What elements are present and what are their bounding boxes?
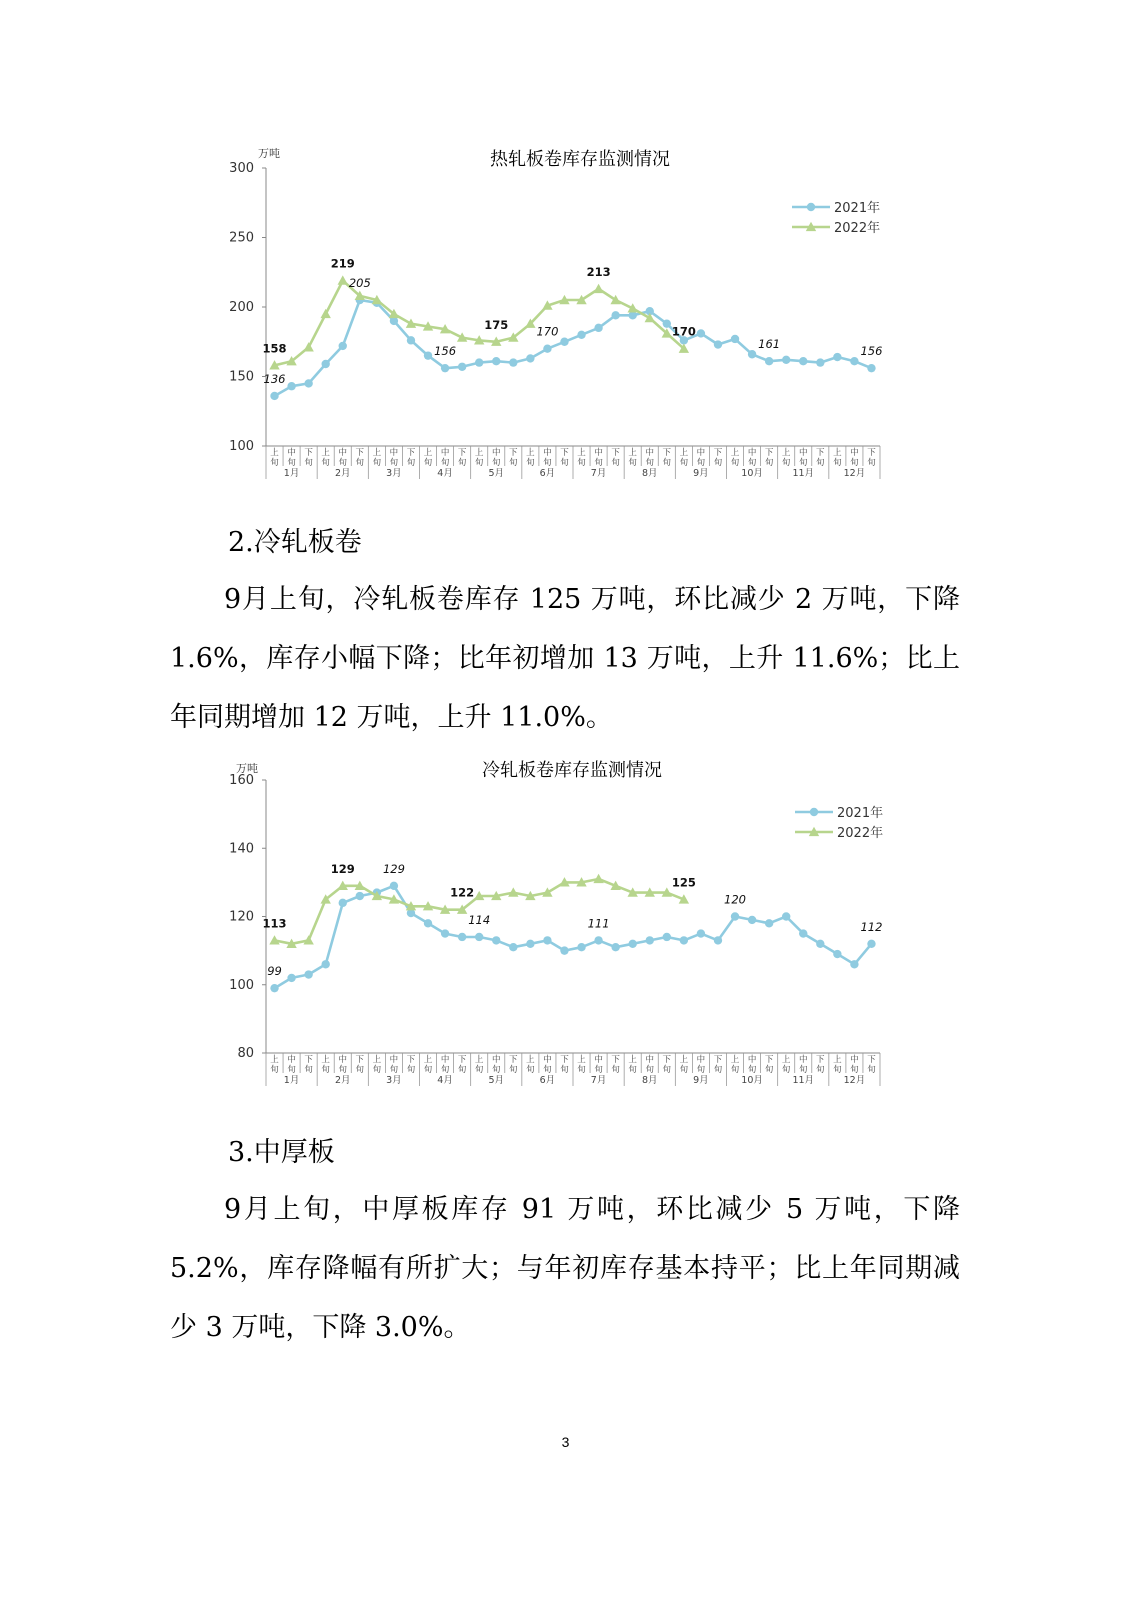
section-heading-medium-plate: 3.中厚板 (228, 1137, 335, 1168)
month-label: 10月 (741, 1075, 763, 1086)
x-tick-label-bottom: 旬 (389, 1065, 399, 1075)
data-point-marker (782, 356, 790, 364)
x-tick-label-top: 下 (560, 448, 569, 458)
month-label: 9月 (693, 1075, 709, 1086)
x-tick-label-top: 下 (406, 1055, 416, 1065)
data-label: 136 (263, 371, 286, 386)
x-tick-label-bottom: 旬 (850, 458, 859, 468)
month-label: 6月 (539, 1075, 556, 1086)
x-tick-label-top: 上 (833, 1055, 842, 1065)
hot-rolled-inventory-chart (0, 0, 1131, 500)
x-tick-label-top: 上 (781, 1055, 791, 1065)
month-label: 5月 (488, 1075, 505, 1086)
x-tick-label-bottom: 旬 (781, 458, 791, 468)
data-point-marker (714, 340, 722, 348)
y-tick-label: 140 (229, 841, 254, 857)
x-tick-label-bottom: 旬 (662, 1065, 672, 1075)
data-point-marker (867, 940, 875, 948)
x-tick-label-bottom: 旬 (730, 1065, 740, 1075)
x-tick-label-bottom: 旬 (816, 1065, 825, 1075)
data-point-marker (628, 940, 636, 948)
data-point-marker (799, 929, 807, 937)
data-point-marker (424, 919, 432, 927)
data-point-marker (270, 392, 278, 400)
data-label: 156 (860, 344, 883, 359)
y-tick-label: 250 (229, 230, 254, 246)
x-tick-label-bottom: 旬 (577, 458, 586, 468)
x-tick-label-bottom: 旬 (321, 458, 330, 468)
y-tick-label: 150 (229, 369, 254, 385)
data-point-marker (799, 357, 807, 365)
x-tick-label-top: 上 (679, 448, 689, 458)
x-tick-label-top: 上 (423, 448, 433, 458)
x-tick-label-bottom: 旬 (491, 1065, 501, 1075)
month-label: 2月 (334, 468, 351, 479)
x-tick-label-bottom: 旬 (355, 1065, 365, 1075)
x-tick-label-bottom: 旬 (850, 1065, 859, 1075)
x-tick-label-top: 中 (543, 448, 552, 458)
data-point-marker (321, 360, 329, 368)
x-tick-label-top: 下 (764, 1055, 774, 1065)
data-point-marker (441, 929, 449, 937)
x-tick-label-top: 下 (816, 448, 825, 458)
x-tick-label-top: 上 (730, 448, 740, 458)
x-tick-label-bottom: 旬 (406, 458, 416, 468)
x-tick-label-bottom: 旬 (833, 458, 842, 468)
data-point-marker (560, 338, 568, 346)
data-point-marker (475, 933, 483, 941)
data-point-marker (577, 943, 585, 951)
x-tick-label-bottom: 旬 (543, 1065, 552, 1075)
x-tick-label-top: 中 (594, 1055, 603, 1065)
x-tick-label-top: 下 (662, 1055, 672, 1065)
x-tick-label-top: 上 (577, 448, 586, 458)
x-tick-label-bottom: 旬 (304, 1065, 313, 1075)
data-label: 111 (587, 916, 610, 931)
data-label: 175 (484, 317, 509, 332)
x-tick-label-bottom: 旬 (406, 1065, 416, 1075)
y-axis-unit: 万吨 (236, 762, 258, 775)
x-tick-label-bottom: 旬 (713, 1065, 723, 1075)
x-tick-label-bottom: 旬 (747, 1065, 757, 1075)
data-point-marker (492, 357, 500, 365)
x-tick-label-bottom: 旬 (372, 1065, 382, 1075)
x-tick-label-top: 上 (372, 1055, 382, 1065)
data-label: 129 (330, 861, 355, 876)
data-point-marker (577, 331, 585, 339)
month-label: 4月 (437, 1075, 453, 1086)
x-tick-label-top: 中 (440, 1055, 450, 1065)
y-tick-label: 80 (237, 1046, 254, 1061)
month-label: 12月 (843, 468, 866, 479)
month-label: 4月 (437, 468, 453, 479)
x-tick-label-top: 中 (850, 1055, 859, 1065)
x-tick-label-bottom: 旬 (304, 458, 313, 468)
data-point-marker (714, 936, 722, 944)
data-point-marker (646, 936, 654, 944)
x-tick-label-bottom: 旬 (696, 1065, 706, 1075)
x-tick-label-bottom: 旬 (509, 1065, 518, 1075)
x-tick-label-bottom: 旬 (628, 1065, 637, 1075)
legend-label: 2022年 (834, 221, 881, 236)
data-point-marker (697, 929, 705, 937)
x-tick-label-bottom: 旬 (440, 1065, 450, 1075)
data-point-marker (731, 335, 739, 343)
x-tick-label-bottom: 旬 (816, 458, 825, 468)
x-tick-label-bottom: 旬 (440, 458, 450, 468)
x-tick-label-bottom: 旬 (679, 458, 689, 468)
month-label: 5月 (488, 468, 505, 479)
x-tick-label-top: 中 (850, 448, 859, 458)
y-tick-label: 120 (229, 909, 254, 925)
x-tick-label-top: 下 (457, 448, 467, 458)
x-tick-label-top: 中 (645, 448, 655, 458)
data-point-marker (663, 319, 671, 327)
section-paragraph-medium-plate: 9月上旬，中厚板库存 91 万吨，环比减少 5 万吨，下降 5.2%，库存降幅有所扩大；与年初库存基本持平；比上年同期减少 3 万吨，下降 3.0%。 (170, 1194, 960, 1343)
x-tick-label-top: 上 (628, 1055, 637, 1065)
x-tick-label-bottom: 旬 (577, 1065, 586, 1075)
data-point-marker (816, 358, 824, 366)
x-tick-label-bottom: 旬 (338, 1065, 348, 1075)
x-tick-label-bottom: 旬 (798, 1065, 808, 1075)
x-tick-label-bottom: 旬 (560, 458, 569, 468)
month-label: 12月 (843, 1075, 866, 1086)
x-tick-label-top: 下 (355, 1055, 365, 1065)
x-tick-label-bottom: 旬 (389, 458, 399, 468)
x-tick-label-top: 中 (389, 448, 399, 458)
legend-label: 2022年 (837, 826, 884, 841)
x-tick-label-bottom: 旬 (509, 458, 518, 468)
x-tick-label-top: 上 (270, 1055, 279, 1065)
x-tick-label-top: 中 (645, 1055, 655, 1065)
data-point-marker (697, 329, 705, 337)
x-tick-label-top: 上 (321, 1055, 330, 1065)
x-tick-label-bottom: 旬 (781, 1065, 791, 1075)
data-point-marker (543, 345, 551, 353)
data-label: 114 (468, 912, 491, 927)
data-label: 205 (348, 276, 371, 291)
x-tick-label-bottom: 旬 (287, 1065, 296, 1075)
x-tick-label-bottom: 旬 (560, 1065, 569, 1075)
x-tick-label-top: 中 (338, 448, 348, 458)
x-tick-label-bottom: 旬 (594, 458, 603, 468)
data-point-marker (407, 336, 415, 344)
data-point-marker (287, 382, 295, 390)
data-point-marker (526, 354, 534, 362)
month-label: 2月 (334, 1075, 351, 1086)
month-label: 7月 (590, 1075, 607, 1086)
series-line-1 (275, 300, 872, 396)
x-tick-label-bottom: 旬 (526, 1065, 535, 1075)
legend-swatch-marker (810, 808, 818, 816)
x-tick-label-bottom: 旬 (679, 1065, 689, 1075)
x-tick-label-top: 上 (270, 448, 279, 458)
data-point-marker (287, 974, 295, 982)
data-point-marker (611, 943, 619, 951)
chart-title: 冷轧板卷库存监测情况 (482, 760, 662, 781)
x-tick-label-top: 上 (781, 448, 791, 458)
x-tick-label-bottom: 旬 (867, 458, 876, 468)
x-tick-label-top: 下 (764, 448, 774, 458)
x-tick-label-bottom: 旬 (423, 1065, 433, 1075)
data-point-marker (424, 351, 432, 359)
x-tick-label-top: 下 (509, 1055, 518, 1065)
x-tick-label-bottom: 旬 (526, 458, 535, 468)
x-tick-label-bottom: 旬 (287, 458, 296, 468)
x-tick-label-top: 下 (509, 448, 518, 458)
x-tick-label-bottom: 旬 (645, 458, 655, 468)
data-point-marker (748, 916, 756, 924)
data-point-marker (458, 933, 466, 941)
x-tick-label-bottom: 旬 (491, 458, 501, 468)
x-tick-label-top: 上 (526, 448, 535, 458)
data-label: 120 (724, 892, 747, 907)
data-point-marker (833, 950, 841, 958)
data-point-marker (850, 960, 858, 968)
data-point-marker (833, 353, 841, 361)
x-tick-label-top: 下 (713, 1055, 723, 1065)
data-point-marker (270, 984, 278, 992)
data-point-marker (356, 892, 364, 900)
page-number: 3 (561, 1434, 570, 1450)
y-tick-label: 100 (229, 977, 254, 993)
y-tick-label: 160 (229, 773, 254, 788)
x-tick-label-top: 上 (372, 448, 382, 458)
x-tick-label-top: 上 (474, 1055, 484, 1065)
x-tick-label-bottom: 旬 (833, 1065, 842, 1075)
month-label: 9月 (693, 468, 709, 479)
x-tick-label-top: 下 (816, 1055, 825, 1065)
x-tick-label-top: 中 (696, 1055, 706, 1065)
x-tick-label-bottom: 旬 (867, 1065, 876, 1075)
x-tick-label-top: 上 (628, 448, 637, 458)
data-point-marker (339, 342, 347, 350)
data-point-marker (441, 364, 449, 372)
data-point-marker (320, 309, 330, 318)
x-tick-label-top: 下 (560, 1055, 569, 1065)
x-tick-label-top: 下 (304, 1055, 313, 1065)
x-tick-label-top: 中 (338, 1055, 348, 1065)
data-point-marker (731, 912, 739, 920)
data-point-marker (492, 936, 500, 944)
data-point-marker (663, 933, 671, 941)
x-tick-label-top: 上 (833, 448, 842, 458)
month-label: 1月 (283, 1075, 300, 1086)
x-tick-label-top: 上 (730, 1055, 740, 1065)
x-tick-label-bottom: 旬 (474, 1065, 484, 1075)
x-tick-label-top: 下 (406, 448, 416, 458)
x-tick-label-bottom: 旬 (611, 1065, 620, 1075)
x-tick-label-bottom: 旬 (764, 458, 774, 468)
month-label: 7月 (590, 468, 607, 479)
data-point-marker (338, 275, 348, 284)
month-label: 10月 (741, 468, 763, 479)
data-point-marker (593, 284, 603, 293)
data-label: 156 (434, 344, 457, 359)
data-point-marker (390, 882, 398, 890)
data-label: 158 (262, 341, 287, 356)
x-tick-label-bottom: 旬 (662, 458, 672, 468)
y-tick-label: 200 (229, 300, 254, 315)
x-tick-label-top: 上 (474, 448, 484, 458)
data-label: 161 (758, 337, 781, 352)
data-label: 99 (267, 964, 282, 979)
x-tick-label-top: 下 (611, 448, 620, 458)
x-tick-label-top: 上 (526, 1055, 535, 1065)
cold-rolled-inventory-chart (0, 600, 1131, 1100)
x-tick-label-bottom: 旬 (798, 458, 808, 468)
legend-label: 2021年 (837, 806, 884, 821)
chart-title: 热轧板卷库存监测情况 (490, 149, 670, 170)
x-tick-label-top: 上 (679, 1055, 689, 1065)
x-tick-label-bottom: 旬 (338, 458, 348, 468)
x-tick-label-bottom: 旬 (270, 1065, 279, 1075)
data-label: 122 (450, 885, 475, 900)
section-heading-cold-rolled: 2.冷轧板卷 (228, 527, 362, 558)
x-tick-label-top: 中 (440, 448, 450, 458)
x-tick-label-bottom: 旬 (423, 458, 433, 468)
x-tick-label-top: 中 (389, 1055, 399, 1065)
x-tick-label-bottom: 旬 (730, 458, 740, 468)
x-tick-label-bottom: 旬 (457, 458, 467, 468)
data-point-marker (748, 350, 756, 358)
x-tick-label-top: 下 (304, 448, 313, 458)
data-label: 219 (330, 256, 355, 271)
legend-swatch-marker (807, 203, 815, 211)
x-tick-label-top: 中 (543, 1055, 552, 1065)
x-tick-label-bottom: 旬 (270, 458, 279, 468)
data-point-marker (560, 946, 568, 954)
x-tick-label-top: 下 (867, 1055, 876, 1065)
x-tick-label-top: 中 (798, 1055, 808, 1065)
x-tick-label-bottom: 旬 (355, 458, 365, 468)
x-tick-label-top: 上 (321, 448, 330, 458)
x-tick-label-top: 中 (747, 448, 757, 458)
data-label: 213 (586, 264, 611, 279)
data-point-marker (543, 936, 551, 944)
data-point-marker (304, 379, 312, 387)
data-point-marker (509, 943, 517, 951)
x-tick-label-top: 中 (747, 1055, 757, 1065)
series-line-1 (275, 886, 872, 988)
data-label: 125 (671, 875, 696, 890)
x-tick-label-top: 下 (611, 1055, 620, 1065)
x-tick-label-bottom: 旬 (457, 1065, 467, 1075)
x-tick-label-top: 上 (577, 1055, 586, 1065)
y-axis-unit: 万吨 (258, 147, 280, 160)
data-point-marker (765, 357, 773, 365)
x-tick-label-top: 下 (867, 448, 876, 458)
x-tick-label-bottom: 旬 (321, 1065, 330, 1075)
data-point-marker (339, 899, 347, 907)
month-label: 3月 (386, 1075, 402, 1086)
x-tick-label-top: 中 (491, 1055, 501, 1065)
x-tick-label-bottom: 旬 (713, 458, 723, 468)
x-tick-label-bottom: 旬 (611, 458, 620, 468)
x-tick-label-top: 中 (491, 448, 501, 458)
x-tick-label-top: 中 (798, 448, 808, 458)
x-tick-label-top: 中 (696, 448, 706, 458)
x-tick-label-top: 中 (594, 448, 603, 458)
month-label: 3月 (386, 468, 402, 479)
section-paragraph-cold-rolled: 9月上旬，冷轧板卷库存 125 万吨，环比减少 2 万吨，下降 1.6%，库存小幅下降；比年初增加 13 万吨，上升 11.6%；比上年同期增加 12 万吨，上升 11.0%。 (170, 584, 960, 733)
x-tick-label-bottom: 旬 (543, 458, 552, 468)
x-tick-label-top: 下 (662, 448, 672, 458)
x-tick-label-bottom: 旬 (594, 1065, 603, 1075)
data-point-marker (321, 960, 329, 968)
data-point-marker (526, 940, 534, 948)
x-tick-label-bottom: 旬 (696, 458, 706, 468)
data-point-marker (850, 357, 858, 365)
x-tick-label-top: 下 (457, 1055, 467, 1065)
data-point-marker (475, 358, 483, 366)
data-point-marker (765, 919, 773, 927)
data-point-marker (816, 940, 824, 948)
data-point-marker (304, 970, 312, 978)
month-label: 11月 (792, 468, 815, 479)
x-tick-label-bottom: 旬 (645, 1065, 655, 1075)
data-point-marker (594, 324, 602, 332)
data-point-marker (867, 364, 875, 372)
x-tick-label-bottom: 旬 (747, 458, 757, 468)
data-point-marker (303, 342, 313, 351)
data-point-marker (782, 912, 790, 920)
data-label: 129 (382, 861, 405, 876)
x-tick-label-bottom: 旬 (764, 1065, 774, 1075)
x-tick-label-bottom: 旬 (474, 458, 484, 468)
data-label: 170 (671, 324, 696, 339)
legend-label: 2021年 (834, 201, 881, 216)
data-point-marker (458, 363, 466, 371)
data-label: 112 (860, 919, 883, 934)
x-tick-label-top: 中 (287, 1055, 296, 1065)
month-label: 1月 (283, 468, 300, 479)
y-tick-label: 100 (229, 439, 254, 454)
x-tick-label-top: 下 (713, 448, 723, 458)
month-label: 6月 (539, 468, 556, 479)
x-tick-label-bottom: 旬 (628, 458, 637, 468)
data-point-marker (594, 936, 602, 944)
data-point-marker (509, 358, 517, 366)
data-label: 170 (536, 324, 559, 339)
x-tick-label-top: 中 (287, 448, 296, 458)
y-tick-label: 300 (229, 161, 254, 176)
data-point-marker (680, 936, 688, 944)
month-label: 8月 (641, 468, 658, 479)
month-label: 8月 (641, 1075, 658, 1086)
x-tick-label-bottom: 旬 (372, 458, 382, 468)
month-label: 11月 (792, 1075, 815, 1086)
data-label: 113 (262, 916, 287, 931)
x-tick-label-top: 上 (423, 1055, 433, 1065)
data-point-marker (611, 311, 619, 319)
x-tick-label-top: 下 (355, 448, 365, 458)
